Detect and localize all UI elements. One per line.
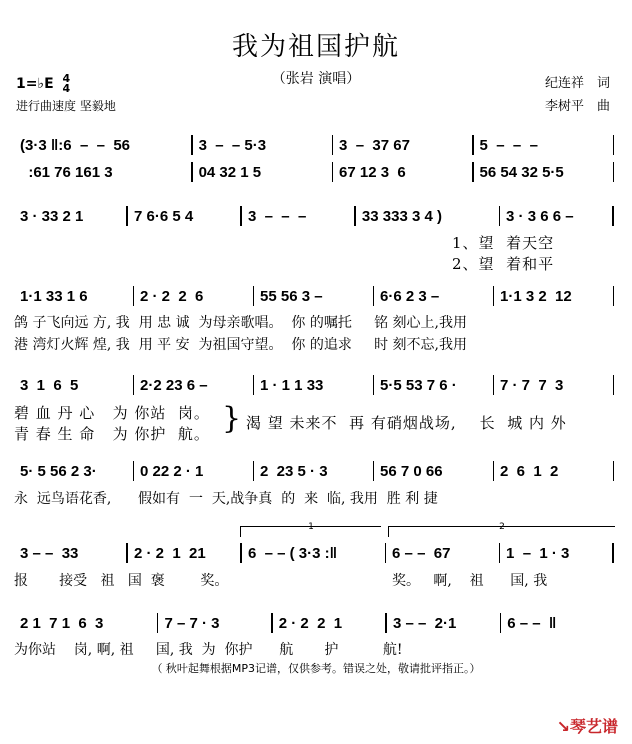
music-line-2 bbox=[14, 205, 614, 227]
lyric: 报 接受 祖 国 褒 奖。 bbox=[14, 573, 229, 589]
music-line-1-lower bbox=[14, 161, 614, 183]
music-line-4 bbox=[14, 374, 614, 396]
lyric: 鸽 子飞向远 方, 我 用 忠 诚 为母亲歌唱。 你 的嘱托 铭 刻心上,我用 bbox=[14, 315, 468, 331]
lyric: 1、望 着天空 bbox=[452, 234, 555, 252]
key-signature bbox=[16, 74, 70, 94]
measure: :61 76 161 3 bbox=[20, 163, 113, 181]
measure: 7 6·6 5 4 bbox=[133, 207, 194, 225]
measure: 2·2 23 6 – bbox=[140, 376, 208, 394]
volta-first-ending bbox=[240, 522, 381, 537]
lyric: 港 湾灯火辉 煌, 我 用 平 安 为祖国守望。 你 的追求 时 刻不忘,我用 bbox=[14, 337, 468, 353]
measure: 04 32 1 5 bbox=[198, 163, 262, 181]
measure: 3 – – 2·1 bbox=[392, 614, 457, 632]
lyricist: 纪连祥 词 bbox=[544, 76, 610, 91]
measure: 7 · 7 7 3 bbox=[500, 376, 564, 394]
volta-number: 2 bbox=[499, 522, 505, 532]
measure: 56 54 32 5·5 bbox=[479, 163, 564, 181]
time-top: 4 bbox=[62, 72, 71, 85]
measure: 7 – 7 · 3 bbox=[164, 614, 220, 632]
measure: 5 – – – bbox=[479, 136, 538, 154]
footnote: （ 秋叶起舞根据MP3记谱，仅供参考。错误之处，敬请批评指正。） bbox=[151, 662, 481, 675]
measure: 1·1 33 1 6 bbox=[20, 287, 88, 305]
song-title: 我为祖国护航 bbox=[231, 32, 400, 62]
measure: 6 – – ( 3·3 :‖ bbox=[247, 544, 338, 562]
measure: 3 – – 33 bbox=[20, 544, 79, 562]
composer: 李树平 曲 bbox=[544, 99, 610, 114]
lyric: 为你站 岗, 啊, 祖 国, 我 为 你护 航 护 航! bbox=[14, 642, 403, 658]
singer: （张岩 演唱） bbox=[271, 71, 361, 87]
measure: 56 7 0 66 bbox=[380, 462, 443, 480]
measure: 5·5 53 7 6 · bbox=[380, 376, 457, 394]
measure: 3 – – 5·3 bbox=[198, 136, 267, 154]
measure: 2 1 7 1 6 3 bbox=[20, 614, 104, 632]
measure: 2 · 2 2 1 bbox=[278, 614, 343, 632]
lyric: 碧 血 丹 心 为 你站 岗。 bbox=[14, 404, 210, 422]
measure: 6 – – ‖ bbox=[507, 614, 557, 632]
music-line-7 bbox=[14, 612, 614, 634]
measure: 1·1 3 2 12 bbox=[500, 287, 572, 305]
measure: 2 · 2 2 6 bbox=[140, 287, 204, 305]
site-logo bbox=[557, 714, 618, 737]
measure: 3 · 33 2 1 bbox=[20, 207, 84, 225]
measure: (3·3 ‖:6 – – 56 bbox=[20, 136, 131, 154]
time-bottom: 4 bbox=[62, 82, 71, 95]
lyric: 渴 望 未来不 再 有硝烟战场, 长 城 内 外 bbox=[246, 414, 567, 432]
lyric: 青 春 生 命 为 你护 航。 bbox=[14, 425, 210, 443]
music-line-5 bbox=[14, 460, 614, 482]
measure: 67 12 3 6 bbox=[339, 163, 406, 181]
volta-number: 1 bbox=[308, 522, 314, 532]
measure: 5· 5 56 2 3· bbox=[20, 462, 97, 480]
measure: 33 333 3 4 ) bbox=[361, 207, 442, 225]
measure: 6 – – 67 bbox=[392, 544, 451, 562]
measure: 2 23 5 · 3 bbox=[260, 462, 328, 480]
brace: } bbox=[222, 401, 242, 436]
time-signature bbox=[63, 74, 71, 94]
music-line-1-upper bbox=[14, 134, 614, 156]
measure: 3 1 6 5 bbox=[20, 376, 79, 394]
volta-second-ending bbox=[388, 522, 615, 537]
measure: 1 – 1 · 3 bbox=[506, 544, 570, 562]
tempo-marking: 进行曲速度 坚毅地 bbox=[16, 99, 116, 113]
lyric: 永 远鸟语花香, 假如有 一 天,战争真 的 来 临, 我用 胜 利 捷 bbox=[14, 491, 438, 507]
measure: 1 · 1 1 33 bbox=[260, 376, 324, 394]
measure: 2 · 2 1 21 bbox=[133, 544, 206, 562]
measure: 2 6 1 2 bbox=[500, 462, 559, 480]
music-line-6 bbox=[14, 542, 614, 564]
measure: 6·6 2 3 – bbox=[380, 287, 440, 305]
measure: 3 · 3 6 6 – bbox=[506, 207, 574, 225]
measure: 3 – – – bbox=[247, 207, 307, 225]
logo-text: 琴艺谱 bbox=[569, 717, 618, 736]
lyric: 2、望 着和平 bbox=[452, 255, 555, 273]
measure: 0 22 2 · 1 bbox=[140, 462, 204, 480]
key: 1=♭E bbox=[16, 76, 54, 92]
measure: 55 56 3 – bbox=[260, 287, 323, 305]
logo-icon: ↘ bbox=[556, 717, 570, 736]
lyric: 奖。 啊, 祖 国, 我 bbox=[392, 573, 548, 589]
measure: 3 – 37 67 bbox=[339, 136, 410, 154]
music-line-3 bbox=[14, 285, 614, 307]
